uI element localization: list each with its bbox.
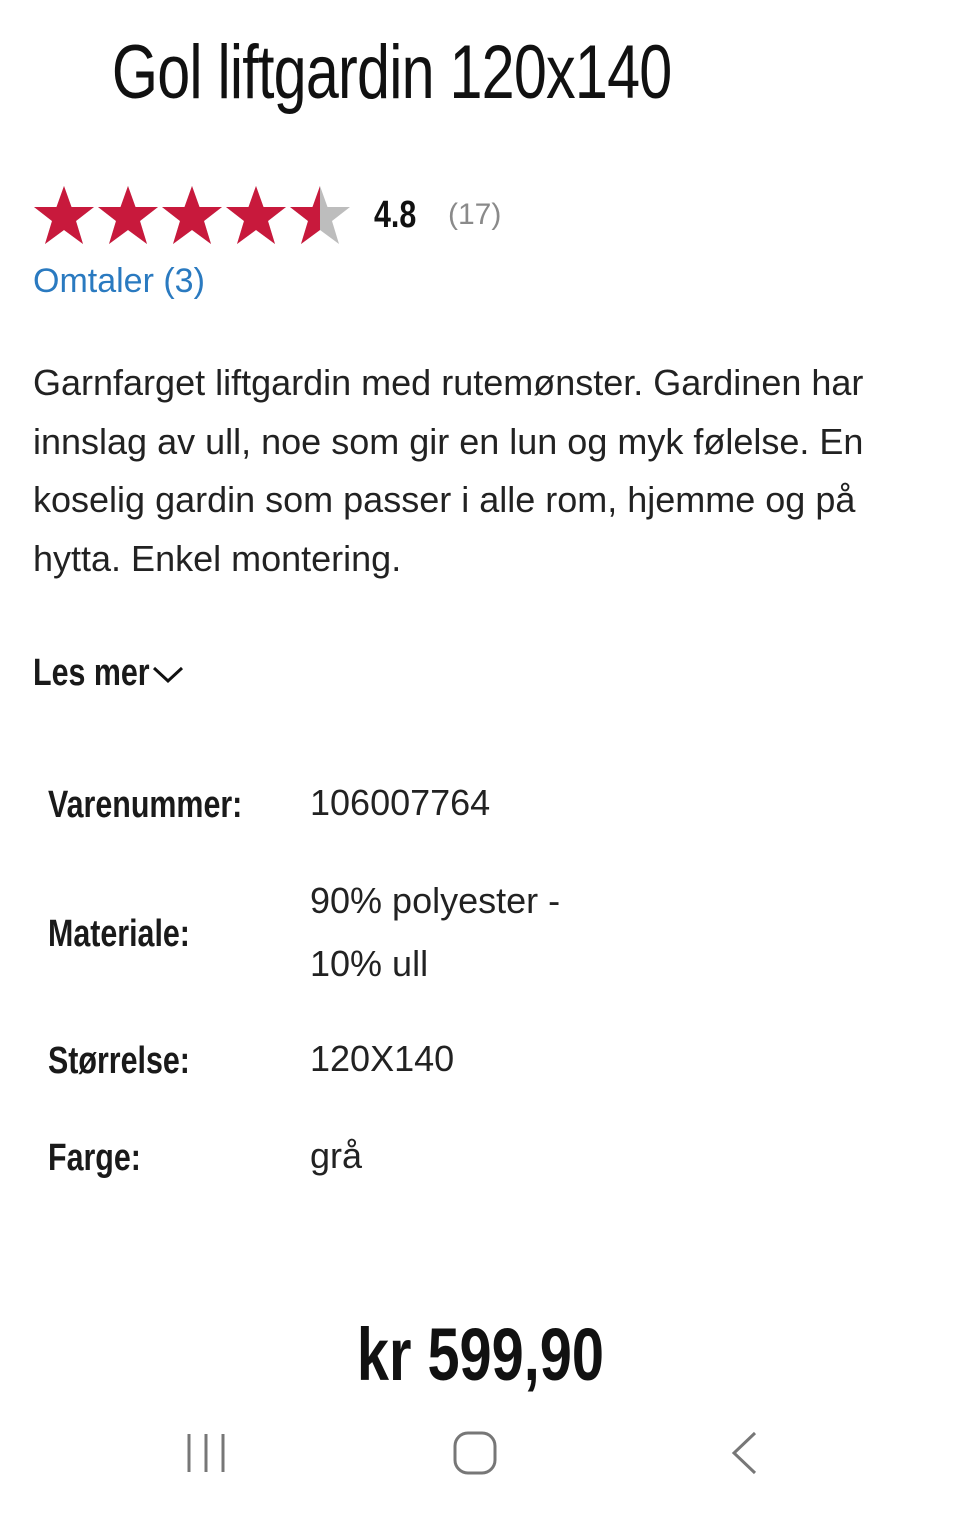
recent-apps-icon[interactable] bbox=[184, 1430, 230, 1476]
product-title: Gol liftgardin 120x140 bbox=[111, 30, 672, 115]
spec-value: 106007764 bbox=[310, 782, 491, 823]
spec-value: 120X140 bbox=[310, 1038, 455, 1079]
spec-value: 90% polyester - bbox=[310, 880, 561, 921]
product-description: Garnfarget liftgardin med rutemønster. Gardinen har innslag av ull, noe som gir en lun og myk følelse. En koselig gardin som passer i alle rom, hjemme og på hytta. Enkel montering. bbox=[33, 362, 864, 579]
price bbox=[0, 1312, 960, 1397]
reviews-link[interactable]: Omtaler (3) bbox=[33, 262, 205, 300]
star-rating bbox=[32, 184, 352, 248]
star-icon bbox=[32, 184, 96, 248]
spec-label: Varenummer: bbox=[48, 784, 243, 826]
chevron-down-icon bbox=[151, 662, 185, 686]
star-icon bbox=[288, 184, 352, 248]
star-icon bbox=[96, 184, 160, 248]
back-icon[interactable] bbox=[724, 1430, 770, 1476]
star-icon bbox=[160, 184, 224, 248]
read-more-label: Les mer bbox=[33, 652, 150, 694]
spec-label: Farge: bbox=[48, 1137, 141, 1179]
spec-value-line2: 10% ull bbox=[310, 943, 429, 984]
star-icon bbox=[224, 184, 288, 248]
spec-label: Materiale: bbox=[48, 913, 190, 955]
rating-value: 4.8 bbox=[374, 194, 417, 236]
home-icon[interactable] bbox=[452, 1430, 498, 1476]
read-more-button[interactable] bbox=[33, 652, 185, 695]
price-value: kr 599,90 bbox=[356, 1313, 604, 1396]
system-navigation-bar bbox=[0, 1420, 960, 1490]
rating-count: (17) bbox=[448, 198, 502, 231]
spec-value: grå bbox=[310, 1135, 363, 1176]
spec-label: Størrelse: bbox=[48, 1040, 190, 1082]
